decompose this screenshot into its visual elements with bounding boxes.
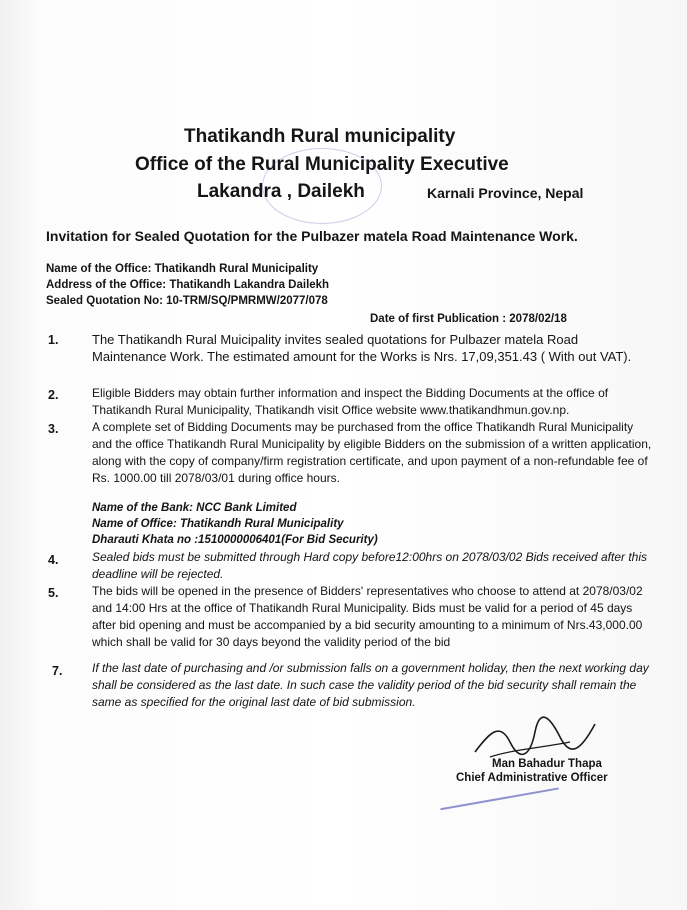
item-text: A complete set of Bidding Documents may be purchased from the office Thatikandh Rural Municipality and the office Thatikandh Rural Municipality by eligible Bidders on the submission of a written application, along with the copy of company/firm registration certificate, and upon payment of a non-refundable fee of Rs. 1000.00 till 2078/03/01 during office hours. <box>92 420 652 485</box>
item-text: Eligible Bidders may obtain further information and inspect the Bidding Documents at the office of Thatikandh Rural Municipality, Thatikandh visit Office website www.thatikandhmun.gov.np. <box>92 386 609 417</box>
header-location: Lakandra , Dailekh <box>197 181 365 202</box>
item-number: 4. <box>48 553 59 567</box>
bank-account: Dharauti Khata no :1510000006401(For Bid Security) <box>92 534 378 546</box>
office-address: Address of the Office: Thatikandh Lakandra Dailekh <box>46 279 330 291</box>
header-municipality: Thatikandh Rural municipality <box>184 126 456 147</box>
item-text: Sealed bids must be submitted through Hard copy before12:00hrs on 2078/03/02 Bids received after this deadline will be rejected. <box>92 550 648 581</box>
item-text: The Thatikandh Rural Muicipality invites sealed quotations for Pulbazer matela Road Maintenance Work. The estimated amount for the Works is Nrs. 17,09,351.43 ( With out VAT). <box>92 332 632 364</box>
quotation-number: Sealed Quotation No: 10-TRM/SQ/PMRMW/2077/078 <box>46 295 328 307</box>
invitation-title: Invitation for Sealed Quotation for the Pulbazer matela Road Maintenance Work. <box>46 228 578 244</box>
item-number: 7. <box>52 664 63 678</box>
header-office: Office of the Rural Municipality Executive <box>135 154 509 175</box>
item-number: 2. <box>48 388 59 402</box>
signatory-name: Man Bahadur Thapa <box>492 758 602 770</box>
signatory-title: Chief Administrative Officer <box>456 772 608 784</box>
item-number: 1. <box>48 333 59 347</box>
bank-office: Name of Office: Thatikandh Rural Municipality <box>92 518 344 530</box>
item-text: If the last date of purchasing and /or submission falls on a government holiday, then the next working day shall be considered as the last date. In such case the validity period of the bid security shall remain the same as specified for the original last date of bid submission. <box>92 661 649 709</box>
publication-date: Date of first Publication : 2078/02/18 <box>370 313 567 325</box>
item-text: The bids will be opened in the presence of Bidders' representatives who choose to attend at 2078/03/02 and 14:00 Hrs at the office of Thatikandh Rural Municipality. Bids must be valid for a period of 45 days after bid opening and must be accompanied by a bid security amounting to a minimum of Nrs.43,000.00 which shall be valid for 30 days beyond the validity period of the bid <box>92 584 643 649</box>
header-province: Karnali Province, Nepal <box>427 185 584 201</box>
office-stamp <box>262 148 382 224</box>
office-name: Name of the Office: Thatikandh Rural Municipality <box>46 263 319 275</box>
item-number: 5. <box>48 586 59 600</box>
item-number: 3. <box>48 422 59 436</box>
bank-name: Name of the Bank: NCC Bank Limited <box>92 502 297 514</box>
